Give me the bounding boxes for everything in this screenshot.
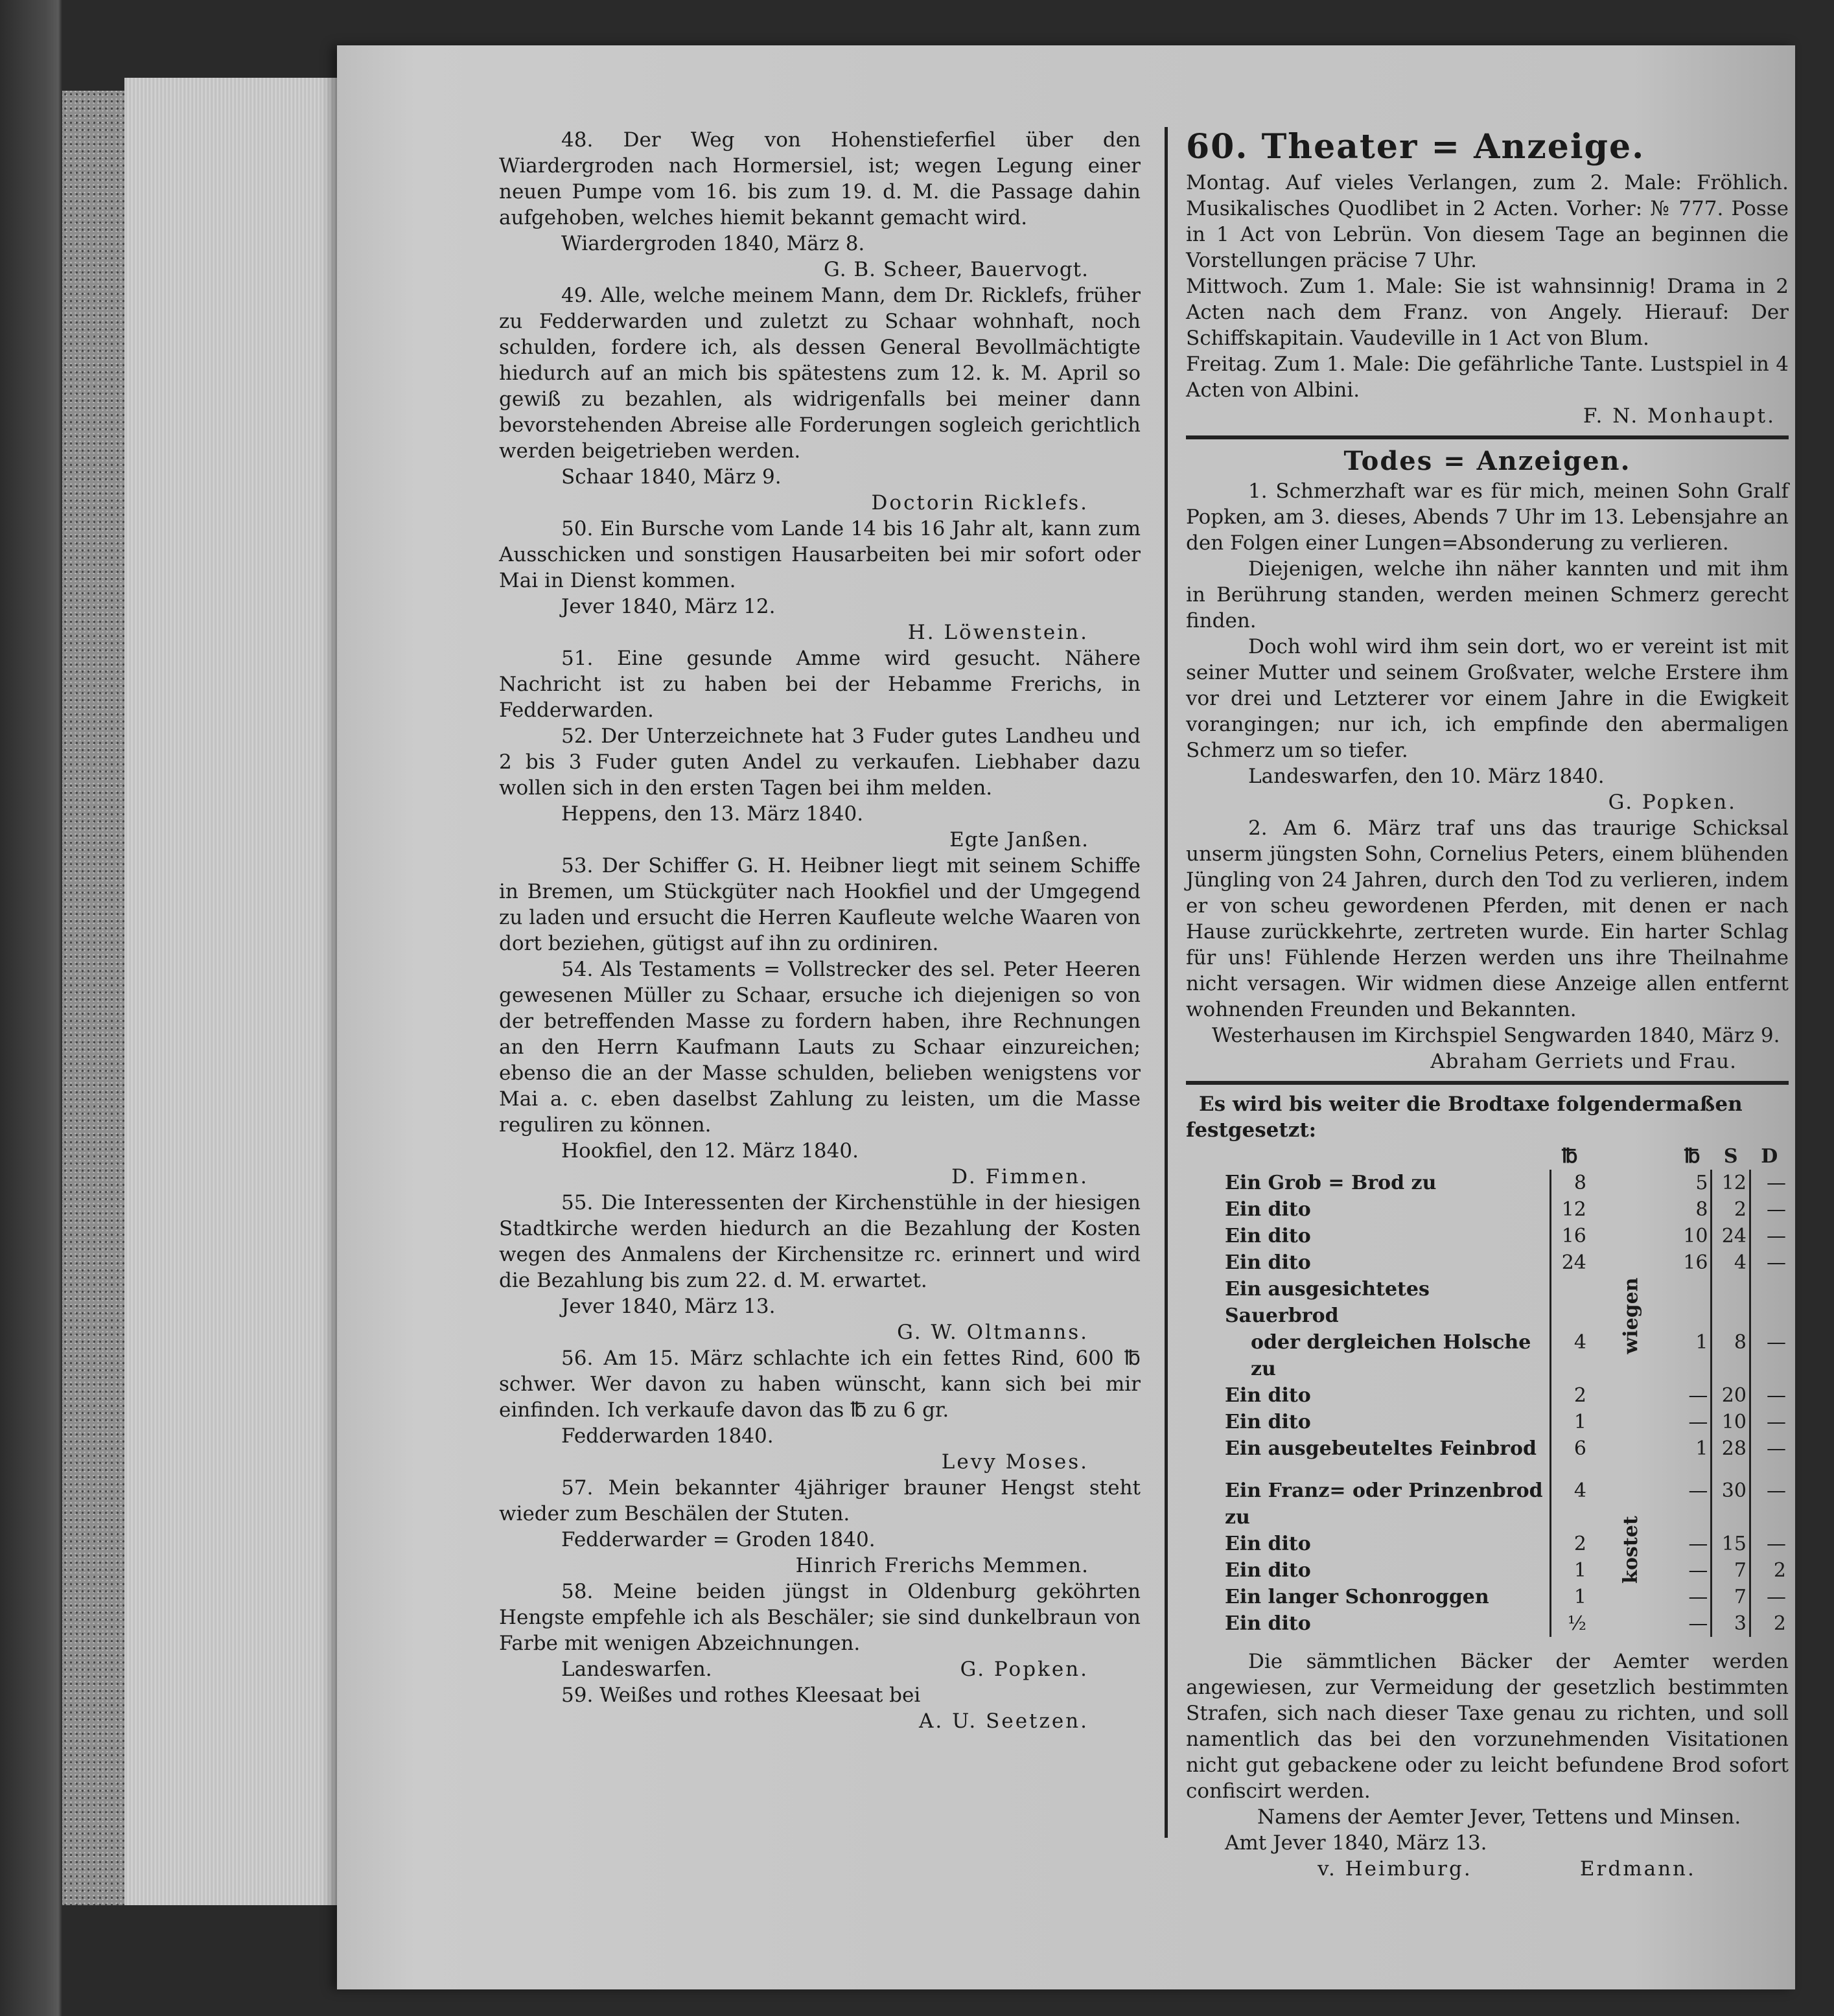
grote-header: ℔ xyxy=(1684,1145,1701,1168)
death-place: Westerhausen im Kirchspiel Sengwarden 1840, März 9. xyxy=(1212,1024,1780,1047)
notice-signature: H. Löwenstein. xyxy=(907,621,1089,644)
table-row: Ein dito 1 — 7 2 xyxy=(1186,1557,1789,1584)
notice-54 xyxy=(499,956,1141,1190)
table-row: Ein ausgebeuteltes Feinbrod 6 1 28 — xyxy=(1186,1435,1789,1462)
notice-text: 59. Weißes und rothes Kleesaat bei xyxy=(561,1684,921,1707)
notice-text: 56. Am 15. März schlachte ich ein fettes Rind, 600 ℔ schwer. Wer davon zu haben wünscht, kann sich bei mir einfinden. Ich verkaufe davon das ℔ zu 6 gr. xyxy=(499,1347,1141,1422)
section-rule xyxy=(1186,1081,1789,1085)
pound-header: ℔ xyxy=(1561,1145,1578,1168)
notice-place: Heppens, den 13. März 1840. xyxy=(561,802,864,826)
death-paragraph: 2. Am 6. März traf uns das traurige Schicksal unserm jüngsten Sohn, Cornelius Peters, einem blühenden Jüngling von 24 Jahren, durch den Tod zu verlieren, indem er von scheu gewordenen Pferden, mit denen er nach Hause zurückkehrte, zertreten wurde. Ein harter Schlag für uns! Fühlende Herzen werden uns ihre Theilnahme nicht versagen. Wir widmen diese Anzeige allen entfernt wohnenden Freunden und Bekannten. xyxy=(1186,817,1789,1021)
schwaren-header: S xyxy=(1723,1145,1738,1168)
notice-59 xyxy=(499,1682,1141,1734)
table-row: Ein langer Schonroggen 1 — 7 — xyxy=(1186,1584,1789,1610)
table-row: Ein dito ½ — 3 2 xyxy=(1186,1610,1789,1637)
d-header: D xyxy=(1761,1145,1778,1168)
death-place: Landeswarfen, den 10. März 1840. xyxy=(1248,765,1605,788)
notice-signature: G. W. Oltmanns. xyxy=(897,1321,1089,1344)
theater-heading: 60. Theater = Anzeige. xyxy=(1186,127,1645,167)
table-row: Ein dito 1 — 10 — xyxy=(1186,1409,1789,1435)
bread-tax-notice xyxy=(1186,1091,1789,1882)
death-signature: G. Popken. xyxy=(1608,791,1737,814)
death-paragraph: Doch wohl wird ihm sein dort, wo er vereint ist mit seiner Mutter und seinem Großvater, welche Erstere ihm vor drei und Letzterer vor einem Jahre in die Ewigkeit vorangingen; nur ich, ich empfinde den abermaligen Schmerz um so tiefer. xyxy=(1186,635,1789,762)
death-heading: Todes = Anzeigen. xyxy=(1343,446,1631,476)
notice-48 xyxy=(499,127,1141,283)
notice-text: 58. Meine beiden jüngst in Oldenburg geköhrten Hengste empfehle ich als Beschäler; sie sind dunkelbraun von Farbe mit wenigen Abzeichnungen. xyxy=(499,1580,1141,1655)
table-row: Ein Franz= oder Prinzenbrod zu 4 kostet — 30 — xyxy=(1186,1462,1789,1531)
table-row: Ein ausgesichtetes Sauerbrod xyxy=(1186,1276,1789,1329)
bread-signature-right: Erdmann. xyxy=(1579,1857,1696,1881)
bread-closing: Die sämmtlichen Bäcker der Aemter werden angewiesen, zur Vermeidung der gesetzlich bestimmten Strafen, sich nach dieser Taxe genau zu richten, und soll namentlich das bei den vorzunehmenden Visitationen nicht gut gebackene oder zu leicht befundene Brod sofort confiscirt werden. xyxy=(1186,1650,1789,1803)
notice-signature: G. Popken. xyxy=(960,1658,1089,1681)
notice-place: Schaar 1840, März 9. xyxy=(561,465,782,489)
notice-signature: Egte Janßen. xyxy=(949,828,1089,852)
death-paragraph: Diejenigen, welche ihn näher kannten und mit ihm in Berührung standen, werden meinen Schmerz gerecht finden. xyxy=(1186,557,1789,632)
column-divider xyxy=(1165,127,1168,1838)
notice-text: 54. Als Testaments = Vollstrecker des sel. Peter Heeren gewesenen Müller zu Schaar, ersuche ich diejenigen so von der betreffenden Masse zu fordern haben, ihre Rechnungen an den Herrn Kaufmann Lauts zu Schaar einzureichen; ebenso die an der Masse schulden, belieben wenigstens vor Mai a. c. eben daselbst Zahlung zu leisten, um die Masse reguliren zu können. xyxy=(499,958,1141,1137)
table-row: Ein dito 16 10 24 — xyxy=(1186,1223,1789,1249)
notice-signature: D. Fimmen. xyxy=(951,1165,1089,1188)
table-header-row xyxy=(1186,1143,1789,1170)
notice-text: 49. Alle, welche meinem Mann, dem Dr. Ricklefs, früher zu Fedderwarden und zuletzt zu Schaar wohnhaft, noch schulden, fordere ich, als dessen General Bevollmächtigte hiedurch auf an mich bis spätestens zum 12. k. M. April so gewiß zu bezahlen, als widrigenfalls bei meiner dann bevorstehenden Abreise alle Forderungen sogleich gerichtlich werden beigetrieben werden. xyxy=(499,284,1141,463)
bread-intro: Es wird bis weiter die Brodtaxe folgendermaßen festgesetzt: xyxy=(1186,1093,1743,1142)
notice-place: Jever 1840, März 13. xyxy=(561,1295,776,1318)
theater-friday: Freitag. Zum 1. Male: Die gefährliche Tante. Lustspiel in 4 Acten von Albini. xyxy=(1186,353,1789,402)
notice-text: 57. Mein bekannter 4jähriger brauner Hengst steht wieder zum Beschälen der Stuten. xyxy=(499,1476,1141,1525)
notice-55 xyxy=(499,1190,1141,1345)
notice-place: Fedderwarden 1840. xyxy=(561,1424,774,1448)
notice-signature: Hinrich Frerichs Memmen. xyxy=(795,1554,1089,1577)
notice-57 xyxy=(499,1475,1141,1579)
notice-56 xyxy=(499,1345,1141,1475)
bread-price-table xyxy=(1186,1143,1789,1637)
table-row: Ein dito 2 — 15 — xyxy=(1186,1531,1789,1557)
death-signature: Abraham Gerriets und Frau. xyxy=(1430,1050,1737,1073)
notice-text: 50. Ein Bursche vom Lande 14 bis 16 Jahr alt, kann zum Ausschicken und sonstigen Hausarbeiten bei mir sofort oder Mai in Dienst kommen. xyxy=(499,517,1141,592)
notice-place: Jever 1840, März 12. xyxy=(561,595,776,618)
notice-text: 53. Der Schiffer G. H. Heibner liegt mit seinem Schiffe in Bremen, um Stückgüter nach Hookfiel und der Umgegend zu laden und ersucht die Herren Kaufleute welche Waaren von dort beziehen, gütigst auf ihn zu ordiniren. xyxy=(499,854,1141,955)
book-cover-edge xyxy=(62,91,124,1905)
notice-text: 52. Der Unterzeichnete hat 3 Fuder gutes Landheu und 2 bis 3 Fuder guten Andel zu verkaufen. Liebhaber dazu wollen sich in den ersten Tagen bei ihm melden. xyxy=(499,724,1141,800)
death-paragraph: 1. Schmerzhaft war es für mich, meinen Sohn Gralf Popken, am 3. dieses, Abends 7 Uhr im 13. Lebensjahre an den Folgen einer Lungen=Absonderung zu verlieren. xyxy=(1186,480,1789,555)
notice-text: 51. Eine gesunde Amme wird gesucht. Nähere Nachricht ist zu haben bei der Hebamme Frerichs, in Fedderwarden. xyxy=(499,647,1141,722)
left-column xyxy=(499,127,1141,1734)
notice-place: Wiardergroden 1840, März 8. xyxy=(561,232,865,255)
table-row: Ein dito 2 — 20 — xyxy=(1186,1382,1789,1409)
notice-place: Hookfiel, den 12. März 1840. xyxy=(561,1139,859,1163)
notice-signature: A. U. Seetzen. xyxy=(919,1709,1089,1733)
page-stack-edges xyxy=(124,78,338,1905)
cost-label: kostet xyxy=(1619,1515,1643,1584)
theater-signature: F. N. Monhaupt. xyxy=(1583,404,1776,428)
notice-58 xyxy=(499,1579,1141,1682)
section-rule xyxy=(1186,435,1789,439)
bread-authority: Namens der Aemter Jever, Tettens und Minsen. xyxy=(1257,1805,1741,1829)
death-notices xyxy=(1186,448,1789,1074)
table-row: oder dergleichen Holsche zu 4 1 8 — xyxy=(1186,1329,1789,1382)
notice-signature: G. B. Scheer, Bauervogt. xyxy=(824,258,1089,281)
table-row: Ein dito 12 8 2 — xyxy=(1186,1196,1789,1223)
notice-51 xyxy=(499,645,1141,723)
notice-text: 48. Der Weg von Hohenstieferfiel über den Wiardergroden nach Hormersiel, ist; wegen Legung einer neuen Pumpe vom 16. bis zum 19. d. M. die Passage dahin aufgehoben, welches hiemit bekannt gemacht wird. xyxy=(499,128,1141,229)
weigh-label: wiegen xyxy=(1619,1277,1643,1354)
notice-50 xyxy=(499,516,1141,645)
notice-49 xyxy=(499,283,1141,516)
table-row: Ein dito 24 16 4 — xyxy=(1186,1249,1789,1276)
bread-signature-left: v. Heimburg. xyxy=(1317,1857,1472,1881)
theater-notice xyxy=(1186,127,1789,429)
bread-place: Amt Jever 1840, März 13. xyxy=(1225,1831,1487,1855)
notice-text: 55. Die Interessenten der Kirchenstühle in der hiesigen Stadtkirche werden hiedurch an die Bezahlung der Kosten wegen des Anmalens der Kirchensitze rc. erinnert und wird die Bezahlung bis zum 22. d. M. erwartet. xyxy=(499,1191,1141,1292)
notice-52 xyxy=(499,723,1141,853)
theater-wednesday: Mittwoch. Zum 1. Male: Sie ist wahnsinnig! Drama in 2 Acten nach dem Franz. von Angely. Hierauf: Der Schiffskapitain. Vaudeville in 1 Act von Blum. xyxy=(1186,275,1789,350)
notice-place: Landeswarfen. xyxy=(561,1658,712,1681)
notice-place: Fedderwarder = Groden 1840. xyxy=(561,1528,876,1551)
notice-signature: Doctorin Ricklefs. xyxy=(871,491,1089,515)
notice-53 xyxy=(499,853,1141,956)
right-column xyxy=(1186,127,1789,1882)
theater-monday: Montag. Auf vieles Verlangen, zum 2. Male: Fröhlich. Musikalisches Quodlibet in 2 Acten. Vorher: № 777. Posse in 1 Act von Lebrün. Von diesem Tage an beginnen die Vorstellungen präcise 7 Uhr. xyxy=(1186,171,1789,272)
table-row: Ein Grob = Brod zu 8 wiegen 5 12 — xyxy=(1186,1170,1789,1196)
notice-signature: Levy Moses. xyxy=(941,1450,1089,1474)
